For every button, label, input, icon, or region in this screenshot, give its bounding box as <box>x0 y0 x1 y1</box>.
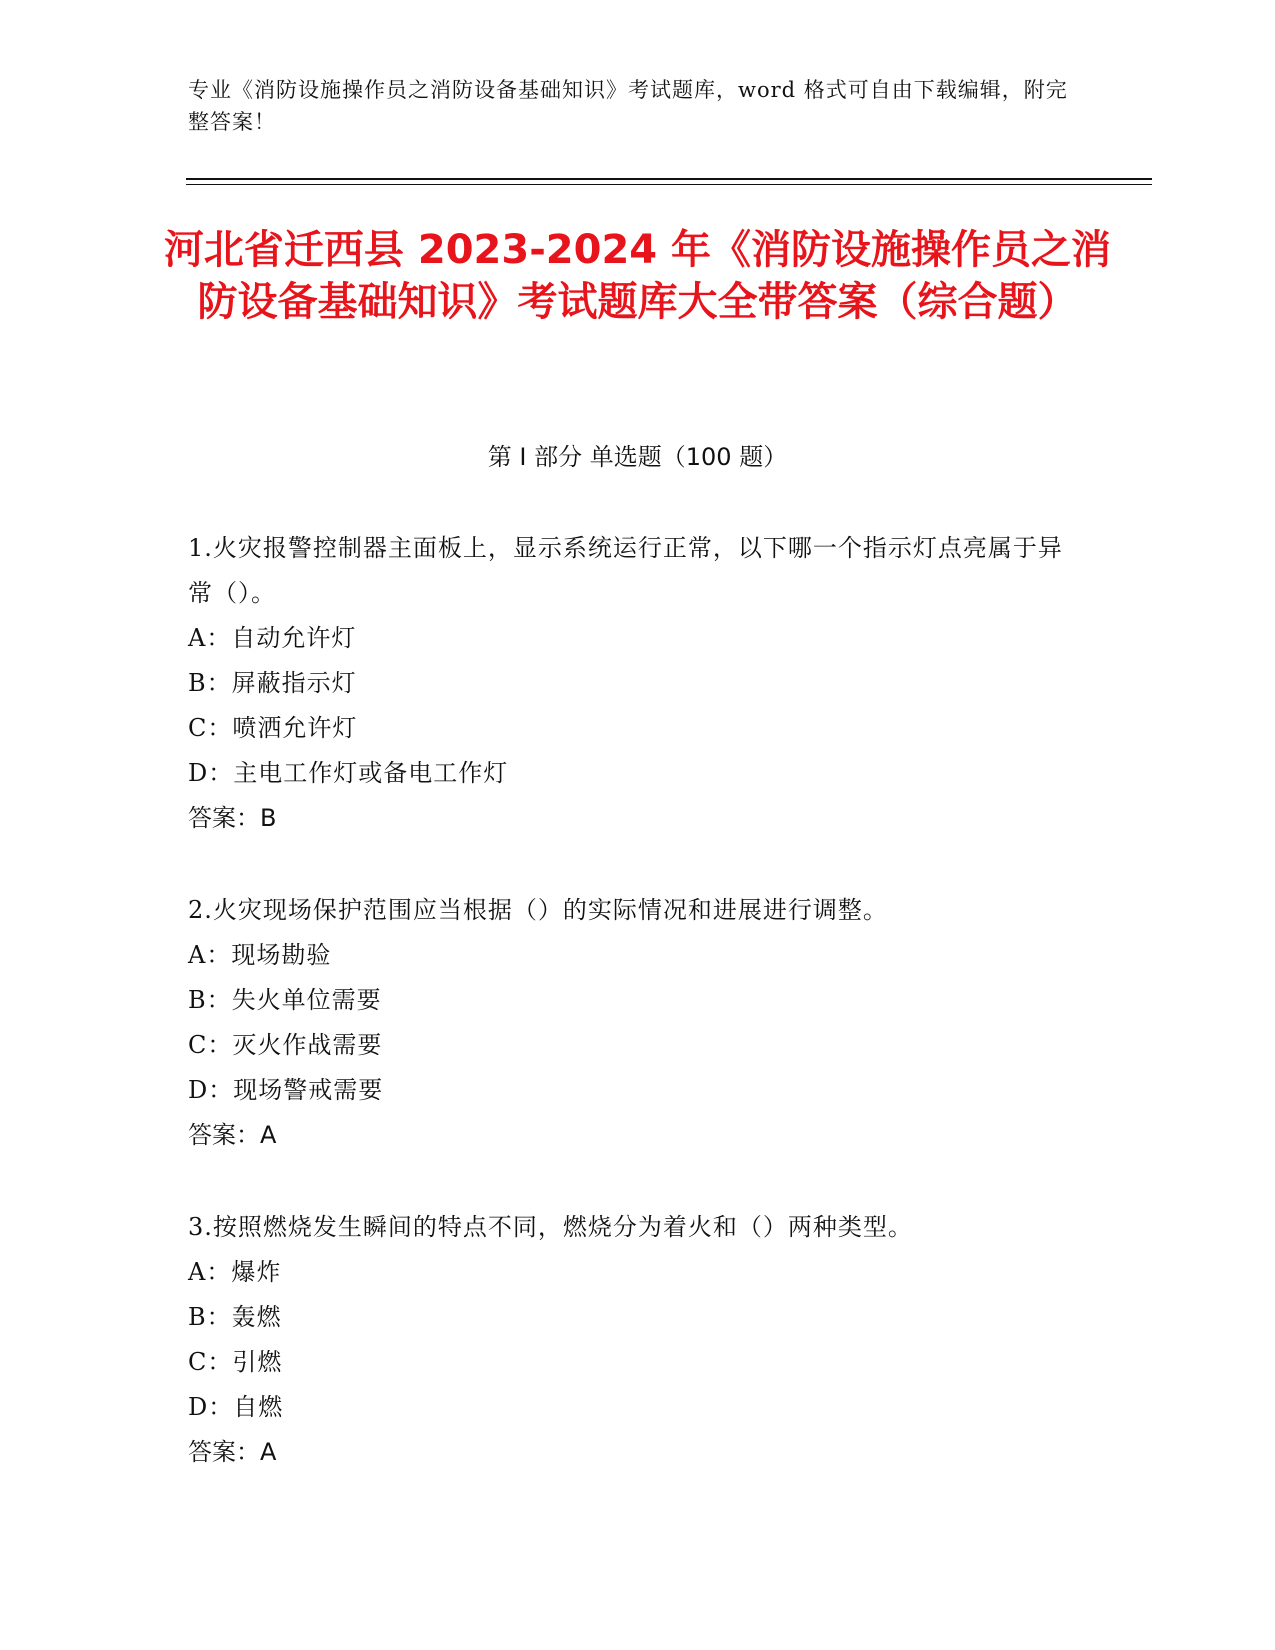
option-b: B：失火单位需要 <box>188 986 382 1014</box>
question-stem: 1.火灾报警控制器主面板上，显示系统运行正常，以下哪一个指示灯点亮属于异常（）。 <box>188 534 1063 607</box>
option-a: A：爆炸 <box>188 1258 282 1286</box>
option-a: A：现场勘验 <box>188 941 332 969</box>
option-c: C：引燃 <box>188 1348 283 1376</box>
question-stem: 2.火灾现场保护范围应当根据（）的实际情况和进展进行调整。 <box>188 896 888 924</box>
option-c: C：喷洒允许灯 <box>188 714 358 742</box>
option-b: B：屏蔽指示灯 <box>188 669 357 697</box>
question-block <box>188 1205 1068 1475</box>
option-c: C：灭火作战需要 <box>188 1031 383 1059</box>
question-block <box>188 526 1068 841</box>
question-block <box>188 888 1068 1158</box>
answer-label: 答案：A <box>188 1121 277 1149</box>
option-a: A：自动允许灯 <box>188 624 357 652</box>
header-rule-thick <box>186 178 1152 180</box>
section-heading: 第 I 部分 单选题（100 题） <box>487 443 788 471</box>
document-title: 河北省迁西县 2023-2024 年《消防设施操作员之消防设备基础知识》考试题库大全带答案（综合题） <box>163 227 1112 325</box>
option-d: D：主电工作灯或备电工作灯 <box>188 759 509 787</box>
header-rule-thin <box>186 184 1152 185</box>
option-d: D：自燃 <box>188 1393 284 1421</box>
answer-label: 答案：A <box>188 1438 277 1466</box>
answer-label: 答案：B <box>188 804 277 832</box>
header-note: 专业《消防设施操作员之消防设备基础知识》考试题库，word 格式可自由下载编辑，附完整答案！ <box>188 78 1068 134</box>
option-b: B：轰燃 <box>188 1303 282 1331</box>
option-d: D：现场警戒需要 <box>188 1076 384 1104</box>
question-stem: 3.按照燃烧发生瞬间的特点不同，燃烧分为着火和（）两种类型。 <box>188 1213 913 1241</box>
